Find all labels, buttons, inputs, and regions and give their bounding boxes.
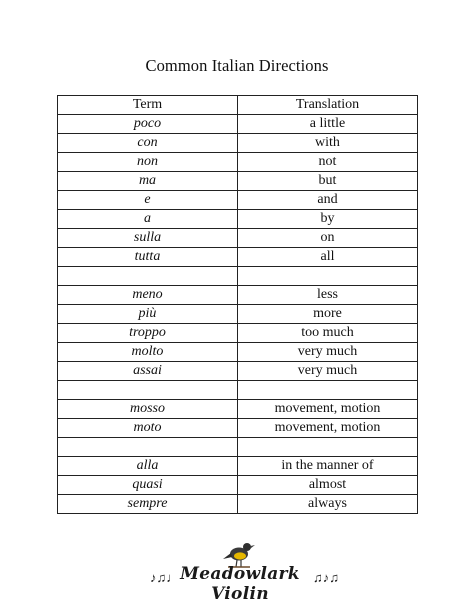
translation-cell: movement, motion — [238, 400, 418, 419]
translation-cell: but — [238, 172, 418, 191]
table-row-spacer — [58, 438, 418, 457]
term-cell: moto — [58, 419, 238, 438]
table-row — [58, 115, 418, 134]
term-cell: mosso — [58, 400, 238, 419]
term-cell: meno — [58, 286, 238, 305]
translation-cell: very much — [238, 343, 418, 362]
table-row — [58, 191, 418, 210]
page-title: Common Italian Directions — [145, 56, 329, 75]
column-header-translation: Translation — [238, 96, 418, 115]
table-row — [58, 324, 418, 343]
term-cell: non — [58, 153, 238, 172]
translation-cell: almost — [238, 476, 418, 495]
table-row — [58, 476, 418, 495]
term-cell: più — [58, 305, 238, 324]
translation-cell: by — [238, 210, 418, 229]
footer-logo — [0, 534, 474, 604]
music-notes-left: ♪♫♩ — [150, 570, 180, 585]
term-cell: sulla — [58, 229, 238, 248]
translation-cell — [238, 381, 418, 400]
term-cell: poco — [58, 115, 238, 134]
table-row — [58, 286, 418, 305]
music-notes-right: ♫♪♫ — [313, 570, 339, 585]
italian-directions-table — [57, 95, 418, 514]
translation-cell: all — [238, 248, 418, 267]
translation-cell: always — [238, 495, 418, 514]
table-header-row — [58, 96, 418, 115]
translation-cell: movement, motion — [238, 419, 418, 438]
term-cell: ma — [58, 172, 238, 191]
translation-cell — [238, 438, 418, 457]
table-row — [58, 172, 418, 191]
translation-cell: a little — [238, 115, 418, 134]
term-cell: alla — [58, 457, 238, 476]
table-row-spacer — [58, 267, 418, 286]
translation-cell: in the manner of — [238, 457, 418, 476]
table-row — [58, 343, 418, 362]
table-row — [58, 495, 418, 514]
translation-cell: very much — [238, 362, 418, 381]
logo-text: Meadowlark Violin — [180, 564, 300, 604]
translation-cell: less — [238, 286, 418, 305]
translation-cell: more — [238, 305, 418, 324]
translation-cell: not — [238, 153, 418, 172]
term-cell: tutta — [58, 248, 238, 267]
table-row — [58, 248, 418, 267]
term-cell — [58, 438, 238, 457]
term-cell: con — [58, 134, 238, 153]
translation-cell: too much — [238, 324, 418, 343]
table-row — [58, 134, 418, 153]
table-row — [58, 305, 418, 324]
translation-cell — [238, 267, 418, 286]
term-cell: assai — [58, 362, 238, 381]
table-row — [58, 229, 418, 248]
term-cell: sempre — [58, 495, 238, 514]
term-cell: quasi — [58, 476, 238, 495]
table-row — [58, 419, 418, 438]
column-header-term: Term — [58, 96, 238, 115]
term-cell: e — [58, 191, 238, 210]
table-row — [58, 210, 418, 229]
table-row-spacer — [58, 381, 418, 400]
table-row — [58, 400, 418, 419]
translation-cell: with — [238, 134, 418, 153]
term-cell — [58, 267, 238, 286]
term-cell: molto — [58, 343, 238, 362]
term-cell: troppo — [58, 324, 238, 343]
table-row — [58, 153, 418, 172]
table-row — [58, 457, 418, 476]
translation-cell: on — [238, 229, 418, 248]
term-cell — [58, 381, 238, 400]
translation-cell: and — [238, 191, 418, 210]
term-cell: a — [58, 210, 238, 229]
table-row — [58, 362, 418, 381]
